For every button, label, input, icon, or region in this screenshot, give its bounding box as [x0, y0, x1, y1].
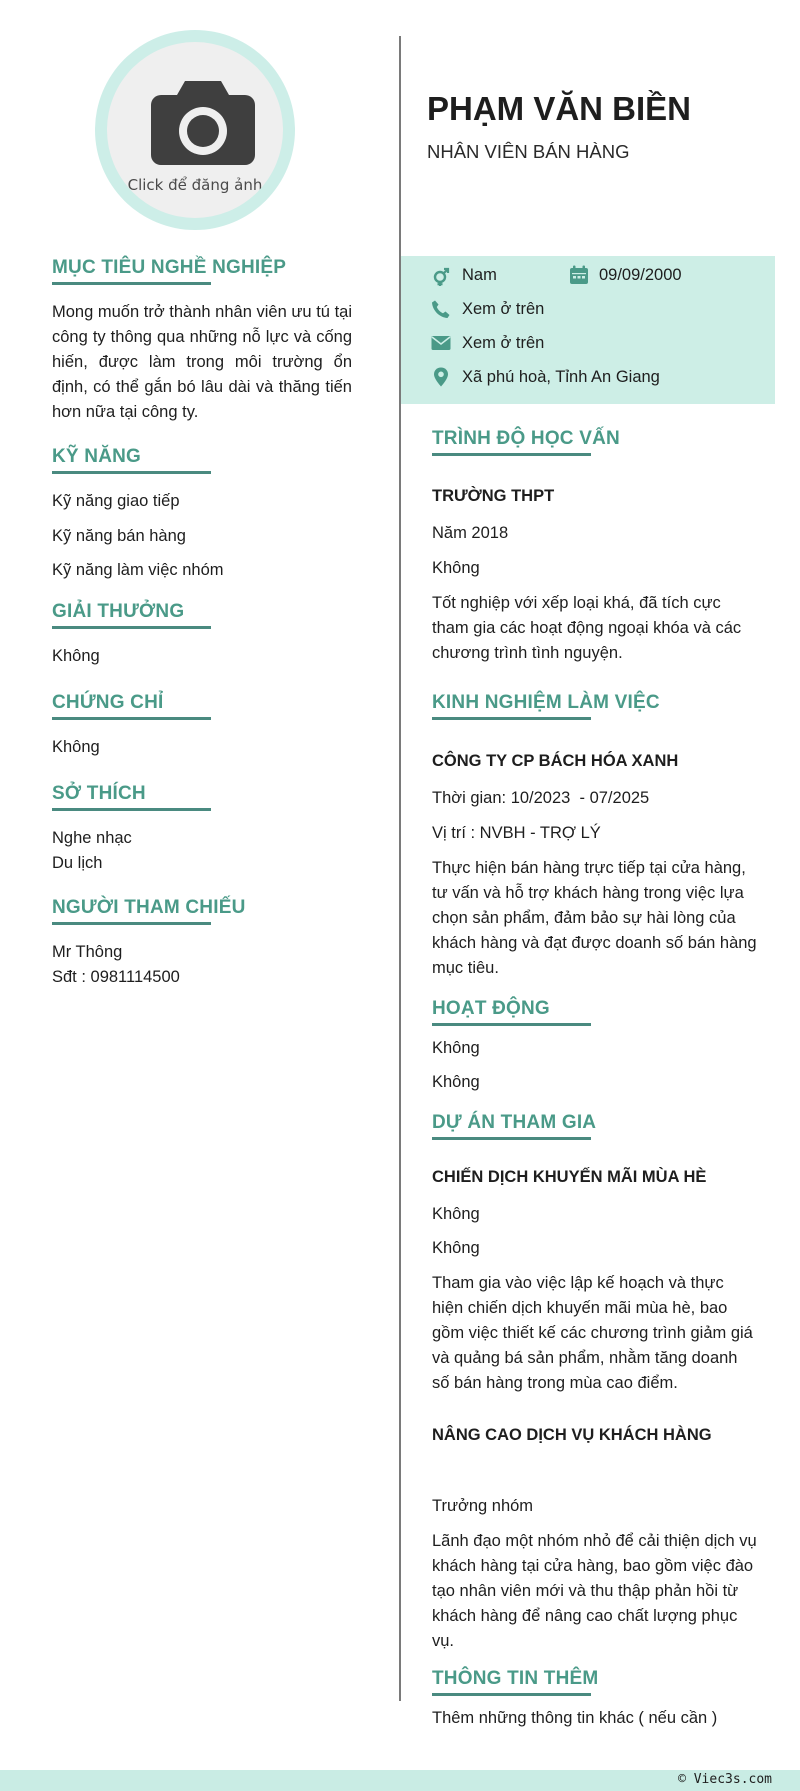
camera-icon	[149, 75, 257, 171]
avatar-upload-area[interactable]	[107, 42, 283, 218]
email-icon	[431, 333, 451, 353]
certificates-text: Không	[52, 738, 100, 756]
reference-item: Mr Thông	[52, 943, 123, 961]
project-name: NÂNG CAO DỊCH VỤ KHÁCH HÀNG	[432, 1426, 712, 1444]
gender-value: Nam	[462, 266, 497, 284]
objective-heading: MỤC TIÊU NGHỀ NGHIỆP	[52, 257, 287, 278]
phone-icon	[431, 299, 451, 319]
activity-item: Không	[432, 1073, 480, 1091]
candidate-title: NHÂN VIÊN BÁN HÀNG	[427, 141, 630, 162]
project-desc: Lãnh đạo một nhóm nhỏ để cải thiện dịch vụ khách hàng tại cửa hàng, bao gồm việc đào tạo nhân viên mới và thu thập phản hồi từ khách hàng để nâng cao chất lượng phục vụ.	[432, 1532, 757, 1650]
education-desc: Tốt nghiệp với xếp loại khá, đã tích cực tham gia các hoạt động ngoại khóa và các chương trình tình nguyện.	[432, 594, 742, 662]
candidate-name: PHẠM VĂN BIỀN	[427, 90, 692, 127]
experience-time: Thời gian: 10/2023 - 07/2025	[432, 789, 650, 807]
gender-icon	[431, 266, 451, 286]
location-icon	[431, 367, 451, 387]
hobby-item: Nghe nhạc	[52, 829, 132, 847]
certificates-heading: CHỨNG CHỈ	[52, 692, 164, 713]
phone-value: Xem ở trên	[462, 300, 545, 318]
references-heading: NGƯỜI THAM CHIẾU	[52, 897, 246, 918]
activities-heading: HOẠT ĐỘNG	[432, 998, 550, 1019]
hobbies-rule	[52, 808, 211, 811]
experience-heading: KINH NGHIỆM LÀM VIỆC	[432, 692, 660, 713]
education-school: TRƯỜNG THPT	[432, 487, 555, 505]
project-name: CHIẾN DỊCH KHUYẾN MÃI MÙA HÈ	[432, 1168, 707, 1186]
project-line: Không	[432, 1205, 480, 1223]
hobby-item: Du lịch	[52, 854, 103, 872]
education-heading: TRÌNH ĐỘ HỌC VẤN	[432, 428, 620, 449]
objective-text: Mong muốn trở thành nhân viên ưu tú tại công ty thông qua những nỗ lực và cống hiến, được làm trong môi trường ổn định, có thể gắn bó lâu dài và thăng tiến hơn nữa tại công ty.	[52, 303, 352, 421]
skill-item: Kỹ năng giao tiếp	[52, 492, 180, 510]
avatar[interactable]	[95, 30, 295, 230]
email-value: Xem ở trên	[462, 334, 545, 352]
avatar-caption: Click để đăng ảnh	[127, 176, 263, 194]
awards-heading: GIẢI THƯỞNG	[52, 601, 185, 622]
address-value: Xã phú hoà, Tỉnh An Giang	[462, 368, 660, 386]
calendar-icon	[569, 265, 589, 285]
more-info-text: Thêm những thông tin khác ( nếu cần )	[432, 1709, 718, 1727]
experience-position: Vị trí : NVBH - TRỢ LÝ	[432, 824, 601, 842]
activities-rule	[432, 1023, 591, 1026]
more-info-heading: THÔNG TIN THÊM	[432, 1668, 599, 1689]
skills-heading: KỸ NĂNG	[52, 446, 142, 467]
experience-rule	[432, 717, 591, 720]
activity-item: Không	[432, 1039, 480, 1057]
certificates-rule	[52, 717, 211, 720]
footer-watermark: © Viec3s.com	[678, 1772, 772, 1787]
projects-heading: DỰ ÁN THAM GIA	[432, 1112, 597, 1133]
experience-desc: Thực hiện bán hàng trực tiếp tại cửa hàng, tư vấn và hỗ trợ khách hàng trong việc lựa chọn sản phẩm, đảm bảo sự hài lòng của khách hàng và đạt được doanh số bán hàng mục tiêu.	[432, 859, 757, 977]
project-role: Trưởng nhóm	[432, 1497, 534, 1515]
objective-rule	[52, 282, 211, 285]
footer-bar	[0, 1770, 800, 1791]
projects-rule	[432, 1137, 591, 1140]
awards-rule	[52, 626, 211, 629]
contact-panel	[401, 256, 775, 404]
project-line: Không	[432, 1239, 480, 1257]
education-rule	[432, 453, 591, 456]
skill-item: Kỹ năng làm việc nhóm	[52, 561, 224, 579]
birthday-value: 09/09/2000	[599, 266, 682, 284]
more-info-rule	[432, 1693, 591, 1696]
awards-text: Không	[52, 647, 100, 665]
skills-rule	[52, 471, 211, 474]
skill-item: Kỹ năng bán hàng	[52, 527, 186, 545]
reference-item: Sđt : 0981114500	[52, 968, 180, 986]
experience-company: CÔNG TY CP BÁCH HÓA XANH	[432, 752, 679, 770]
project-desc: Tham gia vào việc lập kế hoạch và thực hiện chiến dịch khuyến mãi mùa hè, bao gồm việc thiết kế các chương trình giảm giá và quảng bá sản phẩm, nhằm tăng doanh số bán hàng trong mùa cao điểm.	[432, 1274, 753, 1392]
education-year: Năm 2018	[432, 524, 509, 542]
references-rule	[52, 922, 211, 925]
education-major: Không	[432, 559, 480, 577]
hobbies-heading: SỞ THÍCH	[52, 783, 146, 804]
